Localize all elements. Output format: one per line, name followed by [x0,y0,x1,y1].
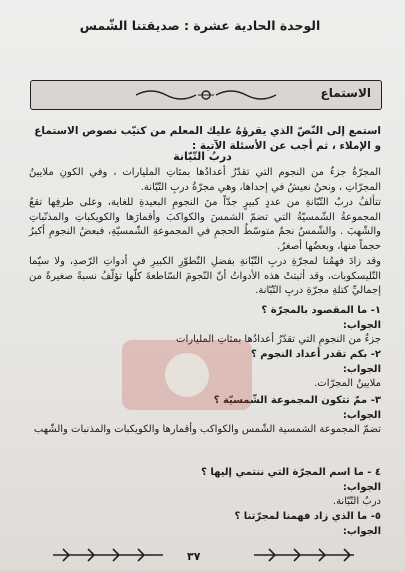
question: ٥- ما الذي زاد فهمنا لمجرّتنا ؟ [234,511,381,522]
answer-text: ملايينُ المجرّات. [314,378,381,390]
qa-block [29,304,381,348]
section-label: الاستماع [320,86,371,100]
section-band [30,80,382,110]
answer-text: دربُ التّبّانة. [332,496,381,508]
question: ١- ما المقصود بالمجرّة ؟ [261,305,381,316]
answer-label: الجواب: [342,363,381,375]
paragraph: وقد زادَ فهمُنا لمجرّةِ دربِ التّبّانةِ بفضلِ التّطوّرِ الكبيرِ في أدواتِ الرّصدِ، ولا سيّما التّليسكوبات، وقد أثبتتْ هذه الأدواتُ أنّ النّجومَ السّاطعةَ كلّها تؤلّفُ نسبةً صغيرةً من إجماليِّ كتلةِ مجرّةِ دربِ التّبّانة. [29,256,381,297]
question: ٤ - ما اسم المجرّة التي ننتمي إليها ؟ [201,467,381,478]
answer-text: جزءٌ من النجومِ التي تقدّرُ أعدادُها بمئاتِ المليارات [176,334,381,346]
qa-block [29,348,381,392]
page-number: ٣٧ [187,550,201,563]
qa-block [29,394,381,438]
question: ٣- ممّ تتكون المجموعة الشّمسيّة ؟ [213,395,381,406]
question: ٢- بكم تقدر أعداد النجوم ؟ [250,349,381,360]
footer-ornament-icon [249,545,359,565]
answer-label: الجواب: [342,525,381,537]
answer-text: تضمّ المجموعة الشمسية الشّمس والكواكب وأقمارها والكويكبات والمذنبات والشّهب [33,424,381,436]
passage-title: دربُ التّبّانة [173,150,232,163]
qa-block [29,466,381,510]
answer-label: الجواب: [342,481,381,493]
footer-ornament-icon [48,545,168,565]
paragraph: تتألفُ دربُ التّبّانةِ من عددٍ كبيرٍ جدّاً منَ النجومِ البعيدةِ للغاية، وعلى طرفِها تقعُ المجموعةُ الشّمسيّةُ التي تضمّ الشمسَ والكواكبَ وأقمارَها والكويكباتِ والمذنّباتِ والشّهبَ . والشّمسُ نجمٌ متوسّطُ الحجمِ في المجموعةِ الشّمسيّةِ، فبعضُ النجومِ أكبرُ حجماً منها، وبعضُها أصغرُ. [29,197,381,252]
answer-label: الجواب: [342,409,381,421]
paragraph: المجرّةُ جزءٌ من النجوم التي تقدّرُ أعدادُها بمئاتِ المليارات ، وفي الكونِ ملايينُ المجرّاتِ ، ونحنُ نعيشُ في إحداها، وهي مجرّةُ دربِ التّبّانة. [29,167,381,193]
unit-title: الوحدة الحادية عشرة : صديقتنا الشّمس [79,18,321,33]
qa-block [29,510,381,539]
instructions: استمع إلى النّصّ الذي يقرؤهُ عليك المعلم من كتيّب نصوص الاستماع و الإملاء ، ثم أجب عن الأسئلة الآتية : [34,125,381,152]
ornament-icon [126,87,286,103]
answer-label: الجواب: [342,319,381,331]
